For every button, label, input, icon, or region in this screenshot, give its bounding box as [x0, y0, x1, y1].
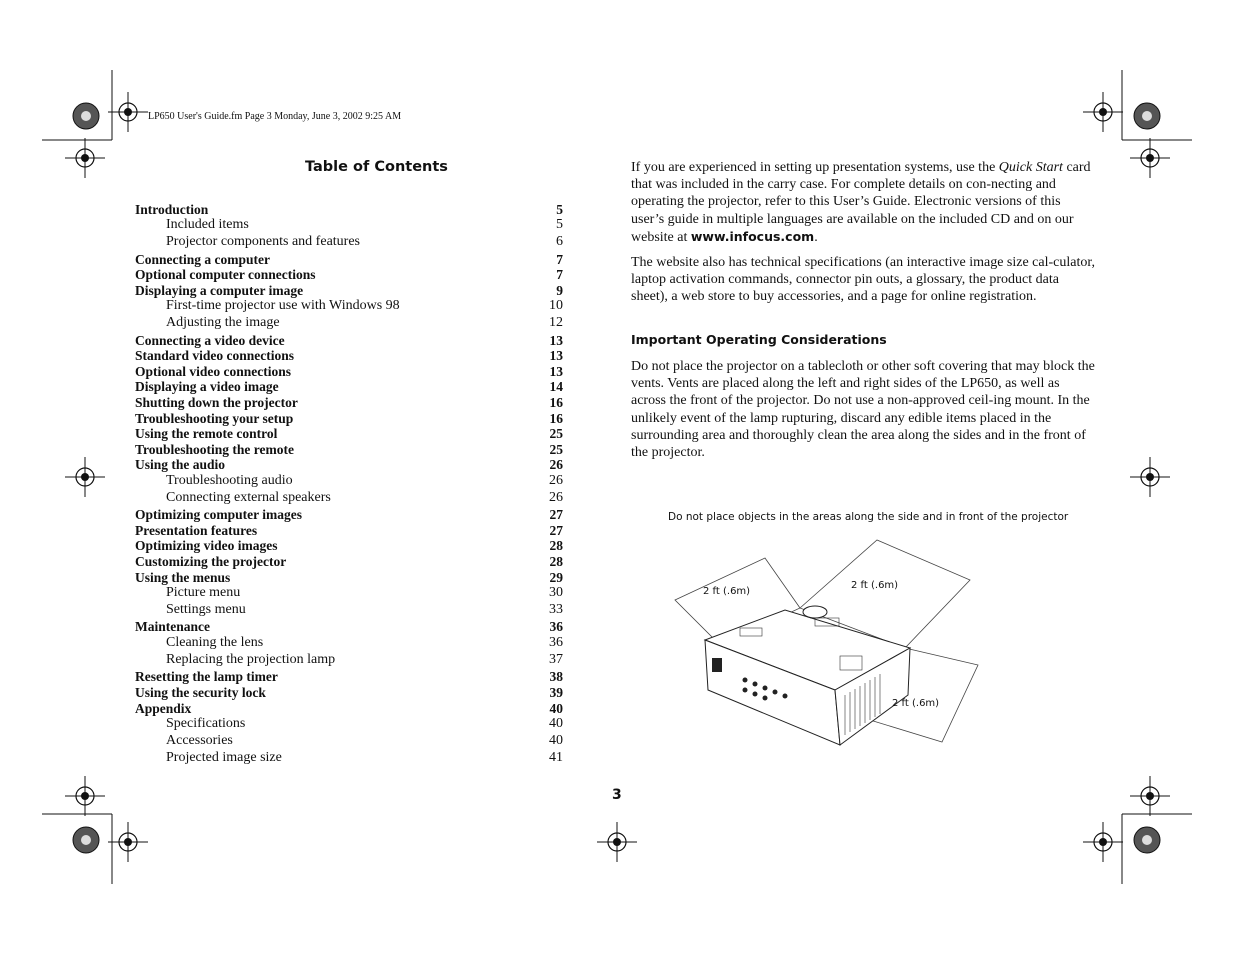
toc-entry-title: Optional computer connections: [135, 267, 316, 282]
toc-entry-page: 16: [549, 395, 563, 410]
toc-entry-title: Cleaning the lens: [166, 635, 264, 650]
toc-entry-page: 41: [549, 750, 563, 765]
toc-entry-page: 5: [556, 202, 563, 217]
toc-entry-title: Introduction: [135, 202, 209, 217]
toc-entry-page: 26: [549, 457, 563, 472]
projector-illustration: [660, 530, 990, 760]
toc-entry-page: 36: [549, 619, 563, 634]
toc-entry-title: Maintenance: [135, 619, 210, 634]
toc-entry-page: 28: [549, 554, 563, 569]
toc-entry-title: Specifications: [166, 716, 246, 731]
toc-entry-title: Troubleshooting your setup: [135, 411, 294, 426]
toc-entry-page: 28: [549, 538, 563, 553]
toc-entry-page: 7: [556, 267, 563, 282]
toc-entry-title: Using the remote control: [135, 426, 278, 441]
toc-entry-title: Projected image size: [166, 750, 282, 765]
toc-entry-page: 36: [549, 635, 563, 650]
toc-entry-title: Picture menu: [166, 585, 241, 600]
toc-entry-title: Displaying a video image: [135, 379, 279, 394]
toc-entry-page: 16: [549, 411, 563, 426]
website-paragraph: The website also has technical specifications (an interactive image size cal-culator, laptop activation commands, connector pin outs, a glossary, the product data sheet), a web store to buy accessories, and a page for online registration.: [631, 255, 1095, 305]
page-number: 3: [612, 787, 622, 803]
toc-entry-title: Connecting a computer: [135, 252, 270, 267]
clearance-label-top: 2 ft (.6m): [851, 580, 899, 591]
toc-entry-page: 25: [549, 442, 563, 457]
toc-entry-page: 26: [549, 473, 563, 488]
toc-entry-page: 38: [549, 669, 563, 684]
toc-entry-title: Standard video connections: [135, 348, 295, 363]
toc-entry-title: Troubleshooting audio: [166, 473, 293, 488]
toc-entry-page: 6: [556, 234, 563, 249]
toc-entry-page: 40: [549, 716, 563, 731]
toc-entry-title: Customizing the projector: [135, 554, 287, 569]
section-heading: Important Operating Considerations: [631, 332, 887, 347]
website-link[interactable]: www.infocus.com: [690, 228, 815, 244]
clearance-label-right: 2 ft (.6m): [892, 698, 940, 709]
toc-entry-title: Using the menus: [135, 570, 231, 585]
toc-entry-page: 27: [549, 523, 563, 538]
toc-entry-page: 40: [549, 733, 563, 748]
toc-entry-page: 27: [549, 507, 563, 522]
toc-entry-page: 29: [549, 570, 563, 585]
toc-entry-title: Displaying a computer image: [135, 283, 304, 298]
considerations-paragraph: Do not place the projector on a tablecloth or other soft covering that may block the vents. Vents are placed along the left and right sides of the LP650, as well as across the front of the projector. Do not use a non-approved ceil-ing mount. In the unlikely event of the lamp rupturing, discard any edible items placed in the surrounding area and thoroughly clean the area along the sides and in the front of the projector.: [631, 359, 1095, 461]
toc-entry-title: Adjusting the image: [166, 315, 280, 330]
toc-entry-title: Accessories: [166, 733, 233, 748]
toc-entry-page: 10: [549, 298, 563, 313]
projector-clearance-figure: [660, 530, 990, 760]
toc-entry-title: Connecting external speakers: [166, 490, 331, 505]
toc-entry-title: Projector components and features: [166, 234, 360, 249]
toc-entry-page: 40: [549, 701, 563, 716]
toc-entry-title: Using the security lock: [135, 685, 266, 700]
toc-entry-page: 37: [549, 652, 563, 667]
toc-entry-title: Shutting down the projector: [135, 395, 298, 410]
toc-entry-title: Settings menu: [166, 602, 246, 617]
toc-entry-title: Replacing the projection lamp: [166, 652, 336, 667]
toc-entry-title: Appendix: [135, 701, 192, 716]
toc-entry-title: Presentation features: [135, 523, 258, 538]
intro-text-b: card that was included in the carry case. For complete details on con-necting and operating the projector, refer to this User’s Guide. Electronic versions of this user’s guide in multiple languages are available on the included CD and on our website at: [631, 160, 1091, 245]
toc-entry-page: 7: [556, 252, 563, 267]
clearance-label-left: 2 ft (.6m): [703, 586, 751, 597]
toc-entry-title: Included items: [166, 217, 249, 232]
file-header-line: LP650 User's Guide.fm Page 3 Monday, June 3, 2002 9:25 AM: [148, 111, 402, 122]
toc-entry-title: Troubleshooting the remote: [135, 442, 294, 457]
toc-entry-page: 13: [549, 333, 563, 348]
toc-entry-page: 33: [549, 602, 563, 617]
toc-entry-page: 14: [549, 379, 563, 394]
toc-entry-page: 13: [549, 348, 563, 363]
toc-entry-title: First-time projector use with Windows 98: [166, 298, 400, 313]
toc-entry-title: Resetting the lamp timer: [135, 669, 278, 684]
toc-entry-page: 39: [549, 685, 563, 700]
toc-entry-title: Connecting a video device: [135, 333, 285, 348]
toc-entry-title: Optional video connections: [135, 364, 292, 379]
toc-entry-page: 26: [549, 490, 563, 505]
intro-text-c: .: [814, 229, 818, 245]
toc-entry-page: 5: [556, 217, 563, 232]
toc-entry-page: 12: [549, 315, 563, 330]
intro-text-a: If you are experienced in setting up presentation systems, use the: [631, 160, 999, 175]
toc-entry-title: Using the audio: [135, 457, 226, 472]
quick-start-emphasis: Quick Start: [998, 160, 1063, 175]
figure-caption: Do not place objects in the areas along the side and in front of the projector: [668, 511, 1069, 523]
toc-entry-title: Optimizing computer images: [135, 507, 302, 522]
toc-title: Table of Contents: [305, 159, 448, 175]
intro-paragraph: [631, 159, 1097, 246]
toc-entry-page: 30: [549, 585, 563, 600]
toc-entry-page: 13: [549, 364, 563, 379]
toc-entry-page: 25: [549, 426, 563, 441]
toc-entry-page: 9: [556, 283, 563, 298]
toc-entry-title: Optimizing video images: [135, 538, 278, 553]
